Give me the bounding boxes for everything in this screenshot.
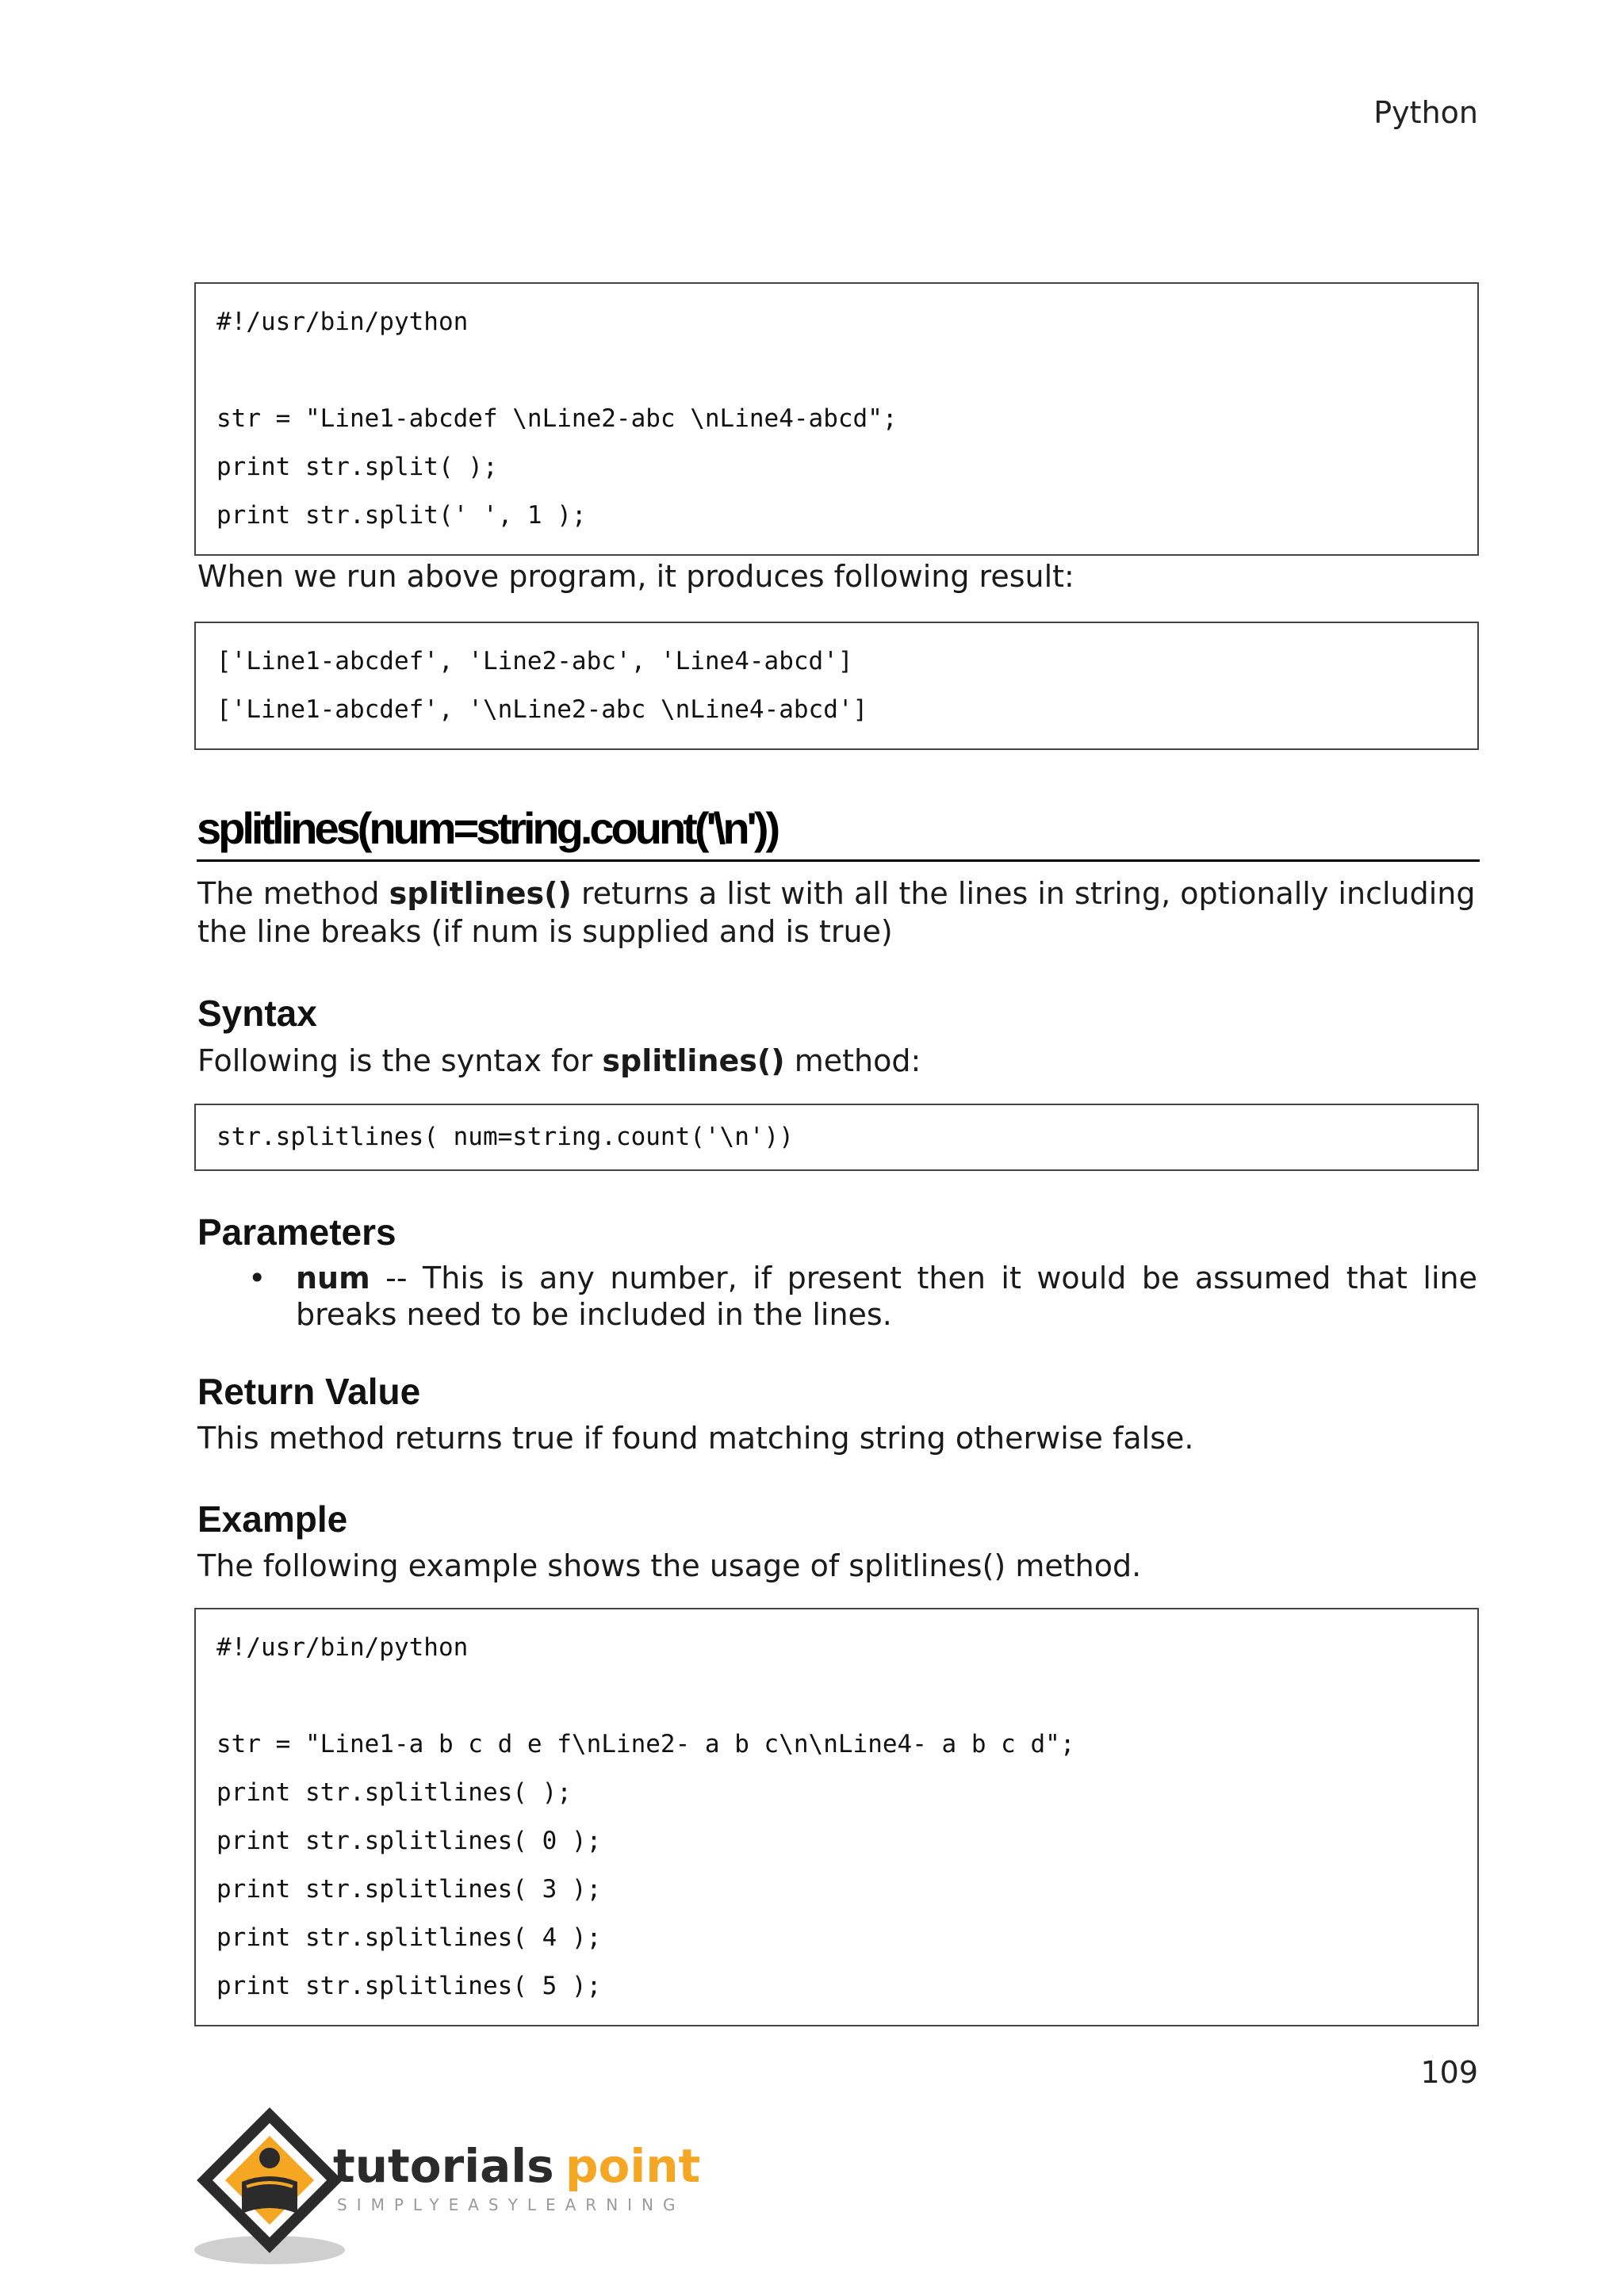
code-line: str = "Line1-abcdef \nLine2-abc \nLine4-abcd"; — [216, 404, 898, 433]
desc-text: returns a list with all the lines in string, optionally including the line breaks (if num is supplied and is true) — [197, 876, 1476, 949]
parameter-item — [296, 1260, 1477, 1333]
logo-word-2: point — [565, 2139, 701, 2193]
desc-text: The method — [197, 876, 389, 911]
code-line: print str.splitlines( 0 ); — [216, 1827, 602, 1855]
example-heading: Example — [197, 1498, 348, 1540]
syntax-text — [197, 1042, 1477, 1080]
code-line: #!/usr/bin/python — [216, 308, 469, 336]
result-intro-text: When we run above program, it produces following result: — [197, 559, 1074, 594]
syntax-text-part: method: — [784, 1043, 921, 1078]
code-line: print str.splitlines( 5 ); — [216, 1972, 602, 2000]
logo-word-1: tutorials — [333, 2139, 554, 2193]
parameter-description: -- This is any number, if present then it would be assumed that line breaks need to be included in the lines. — [296, 1261, 1477, 1332]
syntax-text-part: Following is the syntax for — [197, 1043, 603, 1078]
example-text: The following example shows the usage of splitlines() method. — [197, 1548, 1142, 1583]
return-value-heading: Return Value — [197, 1371, 421, 1412]
code-line: #!/usr/bin/python — [216, 1633, 469, 1662]
page-number: 109 — [1420, 2055, 1478, 2090]
running-header: Python — [1373, 95, 1478, 130]
code-line: print str.splitlines( 3 ); — [216, 1875, 602, 1904]
code-line: print str.split(' ', 1 ); — [216, 501, 587, 530]
code-line: print str.splitlines( 4 ); — [216, 1923, 602, 1952]
parameters-heading: Parameters — [197, 1211, 396, 1253]
code-line: str.splitlines( num=string.count('\n')) — [216, 1123, 794, 1151]
parameter-name: num — [296, 1261, 370, 1295]
code-line: str = "Line1-a b c d e f\nLine2- a b c\n\nLine4- a b c d"; — [216, 1730, 1075, 1758]
logo-tagline: SIMPLYEASYLEARNING — [337, 2195, 685, 2214]
bullet-icon: • — [248, 1261, 266, 1295]
code-line: print str.split( ); — [216, 453, 498, 481]
syntax-method-name: splitlines() — [602, 1043, 785, 1078]
syntax-heading: Syntax — [197, 993, 317, 1034]
output-line: ['Line1-abcdef', 'Line2-abc', 'Line4-abcd'] — [216, 647, 853, 675]
code-block-2 — [194, 1608, 1479, 2026]
tutorialspoint-logo-icon — [194, 2109, 701, 2267]
syntax-code-block — [194, 1104, 1479, 1171]
code-line — [216, 1672, 1457, 1720]
output-block-1 — [194, 622, 1479, 750]
desc-method-name: splitlines() — [389, 876, 572, 911]
section-description — [197, 874, 1477, 951]
output-line: ['Line1-abcdef', '\nLine2-abc \nLine4-abcd'] — [216, 695, 868, 724]
section-title: splitlines(num=string.count('\n')) — [197, 802, 1480, 862]
return-value-text: This method returns true if found matching string otherwise false. — [197, 1421, 1194, 1456]
code-block-1 — [194, 282, 1479, 556]
code-line: print str.splitlines( ); — [216, 1778, 572, 1807]
code-line — [216, 346, 1457, 395]
